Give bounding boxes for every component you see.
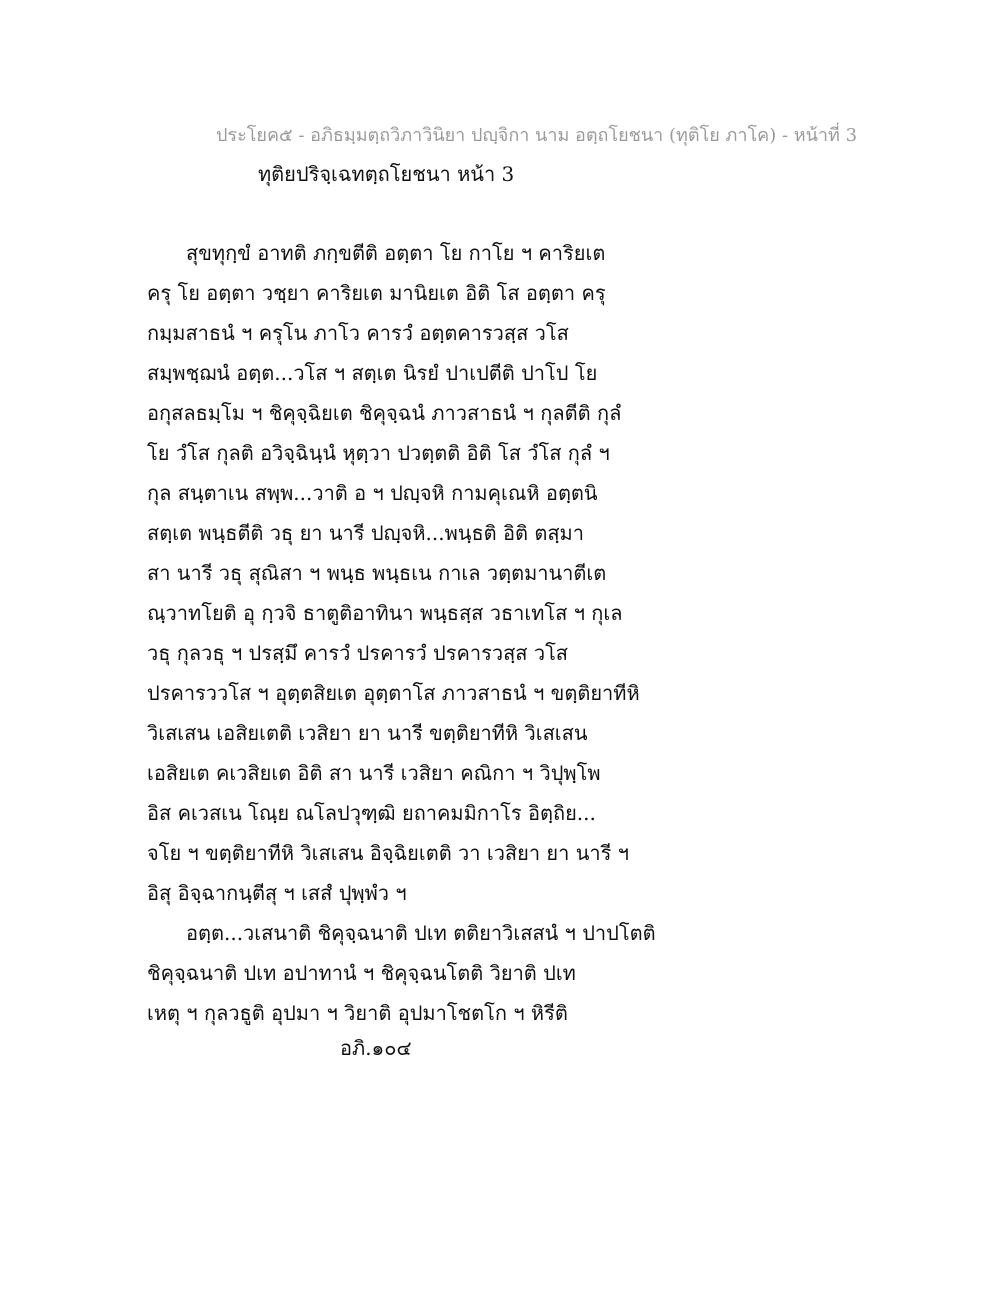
body-line: อิสุ อิจฺฉากนฺตีสุ ฯ เสสํ ปุพฺพํว ฯ <box>147 881 407 905</box>
body-line: เหตุ ฯ กุลวธูติ อุปมา ฯ วิยาติ อุปมาโชตโก ฯ หิรีติ <box>147 1001 568 1025</box>
body-line: สุขทุกฺขํ อาทติ ภกฺขตีติ อตฺตา โย กาโย ฯ คาริยเต <box>186 241 606 265</box>
body-line: จโย ฯ ขตฺติยาทีหิ วิเสเสน อิจฺฉิยเตติ วา เวสิยา ยา นารี ฯ <box>147 841 629 865</box>
body-line: วธุ กุลวธุ ฯ ปรสฺมึ คารวํ ปรคารวํ ปรคารวสฺส วโส <box>147 641 569 665</box>
section-title: ทุติยปริจฺเฉทตฺถโยชนา หน้า 3 <box>258 162 515 186</box>
body-line: ณฺวาทโยติ อุ กฺวจิ ธาตูติอาทินา พนฺธสฺส วธาเทโส ฯ กุเล <box>147 601 623 625</box>
body-line: กุล สนฺตาเน สพฺพ...วาติ อ ฯ ปญฺจหิ กามคุเณหิ อตฺตนิ <box>147 481 598 505</box>
body-line: อิส คเวสเน โณฺย ณโลปวุฑฺฒิ ยถาคมมิกาโร อิตฺถิย... <box>147 801 596 825</box>
body-line: ชิคุจฺฉนาติ ปเท อปาทานํ ฯ ชิคุจฺฉนโตติ วิยาติ ปเท <box>147 961 576 985</box>
running-header: ประโยค๕ - อภิธมฺมตฺถวิภาวินิยา ปญฺจิกา นาม อตฺถโยชนา (ทุติโย ภาโค) - หน้าที่ 3 <box>216 125 858 146</box>
body-line: ปรคารววโส ฯ อุตฺตสิยเต อุตฺตาโส ภาวสาธนํ ฯ ขตฺติยาทีหิ <box>147 681 640 705</box>
body-line: ครุ โย อตฺตา วชฺยา คาริยเต มานิยเต อิติ โส อตฺตา ครุ <box>147 281 606 305</box>
page-code: อภิ.๑๐๔ <box>340 1036 412 1060</box>
body-line: อกุสลธมฺโม ฯ ชิคุจฺฉิยเต ชิคุจฺฉนํ ภาวสาธนํ ฯ กุลตีติ กุลํ <box>147 401 622 425</box>
body-line: วิเสเสน เอสิยเตติ เวสิยา ยา นารี ขตฺติยาทีหิ วิเสเสน <box>147 721 588 745</box>
body-line: กมฺมสาธนํ ฯ ครุโน ภาโว คารวํ อตฺตคารวสฺส วโส <box>147 321 569 345</box>
body-line: อตฺต...วเสนาติ ชิคุจฺฉนาติ ปเท ตติยาวิเสสนํ ฯ ปาปโตติ <box>186 921 656 945</box>
body-line: สา นารี วธุ สุณิสา ฯ พนฺธ พนฺธเน กาเล วตฺตมานาตีเต <box>147 561 607 585</box>
body-line: สตฺเต พนฺธตีติ วธุ ยา นารี ปญฺจหิ...พนฺธติ อิติ ตสฺมา <box>147 521 584 545</box>
body-line: โย วํโส กุลติ อวิจฺฉินฺนํ หุตฺวา ปวตฺตติ อิติ โส วํโส กุลํ ฯ <box>147 441 610 465</box>
body-line: สมฺพชฺฌนํ อตฺต...วโส ฯ สตฺเต นิรยํ ปาเปตีติ ปาโป โย <box>147 361 598 385</box>
body-line: เอสิยเต คเวสิยเต อิติ สา นารี เวสิยา คณิกา ฯ วิปุพฺโพ <box>147 761 601 785</box>
